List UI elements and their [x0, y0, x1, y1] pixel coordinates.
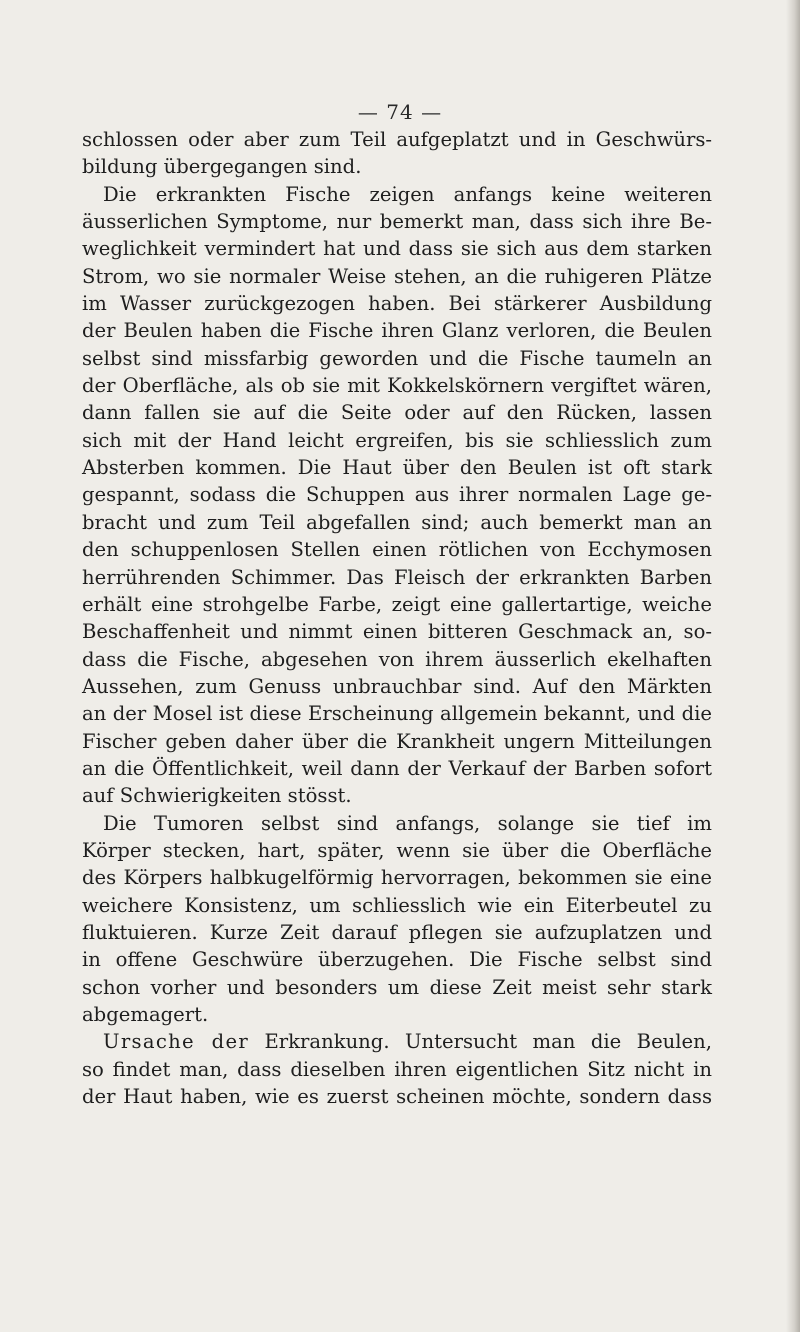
- text-line: Absterben kommen. Die Haut über den Beulen ist oft stark: [82, 456, 712, 480]
- text-line: Beschaffenheit und nimmt einen bitteren Geschmack an, so-: [82, 620, 712, 644]
- text-line: Fischer geben daher über die Krankheit ungern Mitteilungen: [82, 729, 712, 753]
- text-line: selbst sind missfarbig geworden und die Fische taumeln an: [82, 346, 712, 370]
- text-line: weichere Konsistenz, um schliesslich wie ein Eiterbeutel zu: [82, 893, 712, 917]
- text-line: in offene Geschwüre überzugehen. Die Fische selbst sind: [82, 948, 712, 972]
- text-line: herrührenden Schimmer. Das Fleisch der erkrankten Barben: [82, 565, 712, 589]
- text-line: Aussehen, zum Genuss unbrauchbar sind. Auf den Märkten: [82, 674, 712, 698]
- text-line: der Haut haben, wie es zuerst scheinen möchte, sondern dass: [82, 1085, 712, 1109]
- text-line: Strom, wo sie normaler Weise stehen, an die ruhigeren Plätze: [82, 264, 712, 288]
- text-line: Die erkrankten Fische zeigen anfangs keine weiteren: [103, 182, 712, 206]
- text-line: der Oberfläche, als ob sie mit Kokkelskörnern vergiftet wären,: [82, 374, 712, 398]
- text-line: fluktuieren. Kurze Zeit darauf pflegen sie aufzuplatzen und: [82, 920, 712, 944]
- text-line: im Wasser zurückgezogen haben. Bei stärkerer Ausbildung: [82, 292, 712, 316]
- text-line: dass die Fische, abgesehen von ihrem äusserlich ekelhaften: [82, 647, 712, 671]
- text-line: erhält eine strohgelbe Farbe, zeigt eine gallertartige, weiche: [82, 592, 712, 616]
- text-line-with-heading: [82, 1028, 712, 1055]
- text-line-rest: Erkrankung. Untersucht man die Beulen,: [264, 1030, 712, 1054]
- text-line: bracht und zum Teil abgefallen sind; auch bemerkt man an: [82, 510, 712, 534]
- text-line: Körper stecken, hart, später, wenn sie über die Oberfläche: [82, 838, 712, 862]
- text-line: an der Mosel ist diese Erscheinung allgemein bekannt, und die: [82, 702, 712, 726]
- text-line: den schuppenlosen Stellen einen rötlichen von Ecchymosen: [82, 538, 712, 562]
- text-line: auf Schwierigkeiten stösst.: [82, 784, 352, 808]
- text-line: schlossen oder aber zum Teil aufgeplatzt und in Geschwürs-: [82, 128, 712, 151]
- text-line: an die Öffentlichkeit, weil dann der Verkauf der Barben sofort: [82, 756, 712, 780]
- page-number: — 74 —: [357, 100, 443, 124]
- text-line: des Körpers halbkugelförmig hervorragen, bekommen sie eine: [82, 866, 712, 890]
- text-line: äusserlichen Symptome, nur bemerkt man, dass sich ihre Be-: [82, 210, 712, 234]
- text-line: der Beulen haben die Fische ihren Glanz verloren, die Beulen: [82, 319, 712, 343]
- text-line: abgemagert.: [82, 1003, 209, 1026]
- page-edge-shadow: [786, 0, 800, 1332]
- text-line: gespannt, sodass die Schuppen aus ihrer normalen Lage ge-: [82, 483, 712, 507]
- body-text: [82, 126, 712, 1110]
- text-line: weglichkeit vermindert hat und dass sie sich aus dem starken: [82, 237, 712, 261]
- text-line: sich mit der Hand leicht ergreifen, bis sie schliesslich zum: [82, 428, 712, 452]
- text-line: dann fallen sie auf die Seite oder auf den Rücken, lassen: [82, 401, 712, 425]
- section-heading-spaced: Ursache der: [103, 1030, 250, 1054]
- text-line: Die Tumoren selbst sind anfangs, solange sie tief im: [103, 811, 712, 835]
- text-line: so findet man, dass dieselben ihren eigentlichen Sitz nicht in: [82, 1057, 712, 1081]
- text-line: bildung übergegangen sind.: [82, 155, 362, 179]
- text-line: schon vorher und besonders um diese Zeit meist sehr stark: [82, 975, 712, 999]
